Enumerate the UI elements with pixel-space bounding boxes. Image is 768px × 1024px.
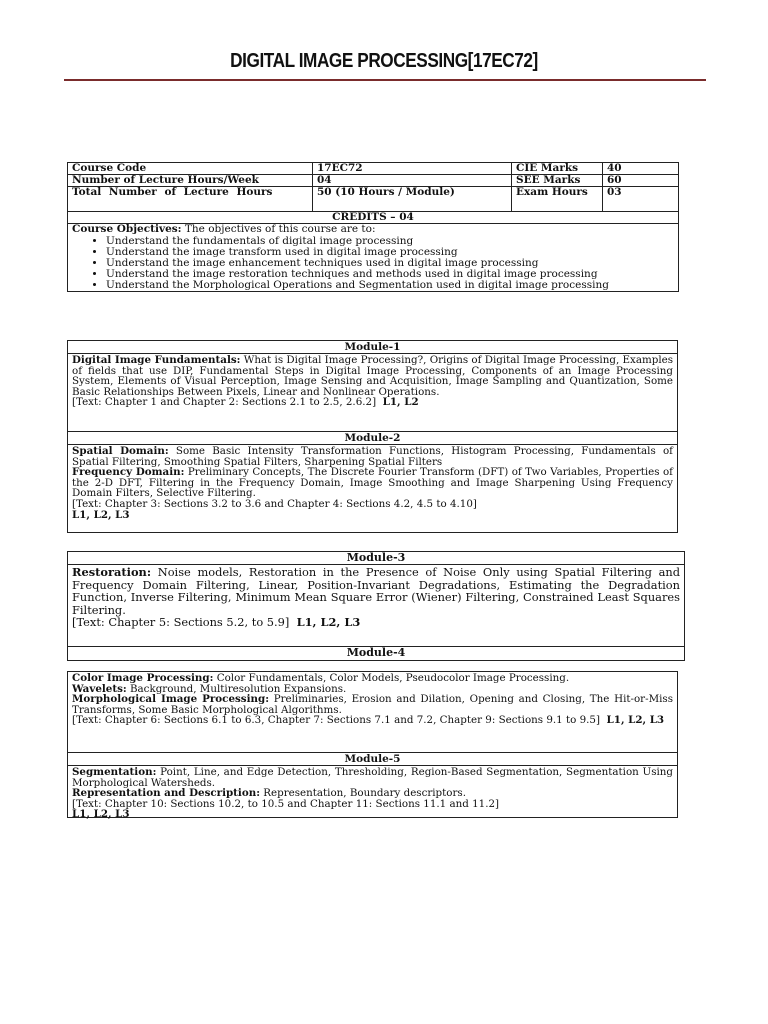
credits-row: CREDITS – 04	[68, 212, 679, 224]
module-4-text-morphological: Preliminaries, Erosion and Dilation, Opening and Closing, The Hit-or-Miss Transforms, Some Basic Morphological Algorithms.	[72, 693, 673, 716]
module-2-text-frequency: Preliminary Concepts, The Discrete Fourier Transform (DFT) of Two Variables, Properties of the 2-D DFT, Filtering in the Frequency Domain, Image Smoothing and Image Sharpening Using Frequency Domain Filters, Selective Filtering.	[72, 466, 673, 500]
module-4-text-color: Color Fundamentals, Color Models, Pseudocolor Image Processing.	[213, 672, 570, 684]
objectives-list	[72, 236, 674, 291]
module-3-heading: Module-3	[68, 552, 684, 565]
course-objectives	[68, 224, 679, 292]
module-4-ref: [Text: Chapter 6: Sections 6.1 to 6.3, Chapter 7: Sections 7.1 and 7.2, Chapter 9: Sections 9.1 to 9.5]	[72, 714, 600, 727]
see-marks-label: SEE Marks	[512, 175, 603, 187]
course-code-label: Course Code	[68, 163, 313, 175]
module-2-topic-spatial: Spatial Domain:	[72, 445, 169, 457]
lecture-hours-week-value: 04	[313, 175, 512, 187]
cie-marks-label: CIE Marks	[512, 163, 603, 175]
module-2-levels: L1, L2, L3	[72, 508, 130, 521]
module-4-text-wavelets: Background, Multiresolution Expansions.	[126, 682, 347, 695]
total-lecture-hours-label: Total Number of Lecture Hours	[68, 187, 313, 212]
module-3-levels: L1, L2, L3	[296, 615, 361, 630]
module-3-box	[67, 551, 685, 661]
module-1-ref: [Text: Chapter 1 and Chapter 2: Sections 2.1 to 2.5, 2.6.2]	[72, 396, 377, 409]
module-5-topic-representation: Representation and Description:	[72, 787, 261, 800]
module-2-heading: Module-2	[68, 432, 677, 445]
lecture-hours-week-label: Number of Lecture Hours/Week	[68, 175, 313, 187]
module-2-text-spatial: Some Basic Intensity Transformation Functions, Histogram Processing, Fundamentals of Spatial Filtering, Smoothing Spatial Filters, Sharpening Spatial Filters	[72, 445, 673, 468]
module-5-text-segmentation: Point, Line, and Edge Detection, Thresholding, Region-Based Segmentation, Segmentation Using Morphological Watersheds.	[72, 766, 673, 789]
objective-item: • Understand the image transform used in digital image processing	[106, 247, 674, 258]
objective-item: • Understand the fundamentals of digital image processing	[106, 236, 674, 247]
module-5-content	[68, 766, 677, 821]
cie-marks-value: 40	[603, 163, 679, 175]
module-3-content	[68, 565, 684, 647]
module-5-topic-segmentation: Segmentation:	[72, 766, 157, 778]
module-4-topic-wavelets: Wavelets:	[72, 682, 127, 695]
module-1-content	[68, 354, 677, 432]
objective-item: • Understand the Morphological Operations and Segmentation used in digital image processing	[106, 280, 674, 291]
exam-hours-value: 03	[603, 187, 679, 212]
modules-1-2-box	[67, 340, 678, 533]
objective-item: • Understand the image restoration techniques and methods used in digital image processing	[106, 269, 674, 280]
course-info-table	[67, 162, 679, 292]
course-code-value: 17EC72	[313, 163, 512, 175]
total-lecture-hours-value: 50 (10 Hours / Module)	[313, 187, 512, 212]
title-underline	[64, 79, 706, 81]
module-4-topic-color: Color Image Processing:	[72, 672, 214, 684]
module-1-text: What is Digital Image Processing?, Origins of Digital Image Processing, Examples of fields that use DIP, Fundamental Steps in Digital Image Processing, Components of an Image Processing System, Elements of Visual Perception, Image Sensing and Acquisition, Image Sampling and Quantization, Some Basic Relationships Between Pixels, Linear and Nonlinear Operations.	[72, 354, 673, 398]
module-3-topic: Restoration:	[72, 565, 152, 579]
module-4-topic-morphological: Morphological Image Processing:	[72, 693, 269, 706]
module-3-text: Noise models, Restoration in the Presence of Noise Only using Spatial Filtering and Frequency Domain Filtering, Linear, Position-Invariant Degradations, Estimating the Degradation Function, Inverse Filtering, Minimum Mean Square Error (Wiener) Filtering, Constrained Least Squares Filtering.	[72, 565, 680, 617]
module-4-content	[68, 672, 677, 753]
objectives-intro: The objectives of this course are to:	[181, 223, 376, 235]
module-3-ref: [Text: Chapter 5: Sections 5.2, to 5.9]	[72, 615, 290, 630]
objectives-label: Course Objectives:	[72, 223, 182, 235]
see-marks-value: 60	[603, 175, 679, 187]
module-4-heading: Module-4	[346, 646, 406, 659]
module-1-heading: Module-1	[68, 341, 677, 354]
objective-item: • Understand the image enhancement techniques used in digital image processing	[106, 258, 674, 269]
page-title: DIGITAL IMAGE PROCESSING[17EC72]	[230, 50, 538, 72]
module-4-levels: L1, L2, L3	[606, 714, 665, 727]
module-1-topic: Digital Image Fundamentals:	[72, 354, 241, 366]
module-2-content	[68, 445, 677, 521]
module-1-levels: L1, L2	[382, 396, 419, 409]
exam-hours-label: Exam Hours	[512, 187, 603, 212]
modules-4-5-box	[67, 671, 678, 821]
module-2-ref: [Text: Chapter 3: Sections 3.2 to 3.6 and Chapter 4: Sections 4.2, 4.5 to 4.10]	[72, 497, 477, 510]
module-2-topic-frequency: Frequency Domain:	[72, 466, 185, 479]
module-5-levels: L1, L2, L3	[72, 808, 130, 821]
module-5-text-representation: Representation, Boundary descriptors.	[260, 787, 466, 800]
module-5-ref: [Text: Chapter 10: Sections 10.2, to 10.5 and Chapter 11: Sections 11.1 and 11.2]	[72, 797, 500, 810]
module-5-heading: Module-5	[68, 753, 677, 766]
